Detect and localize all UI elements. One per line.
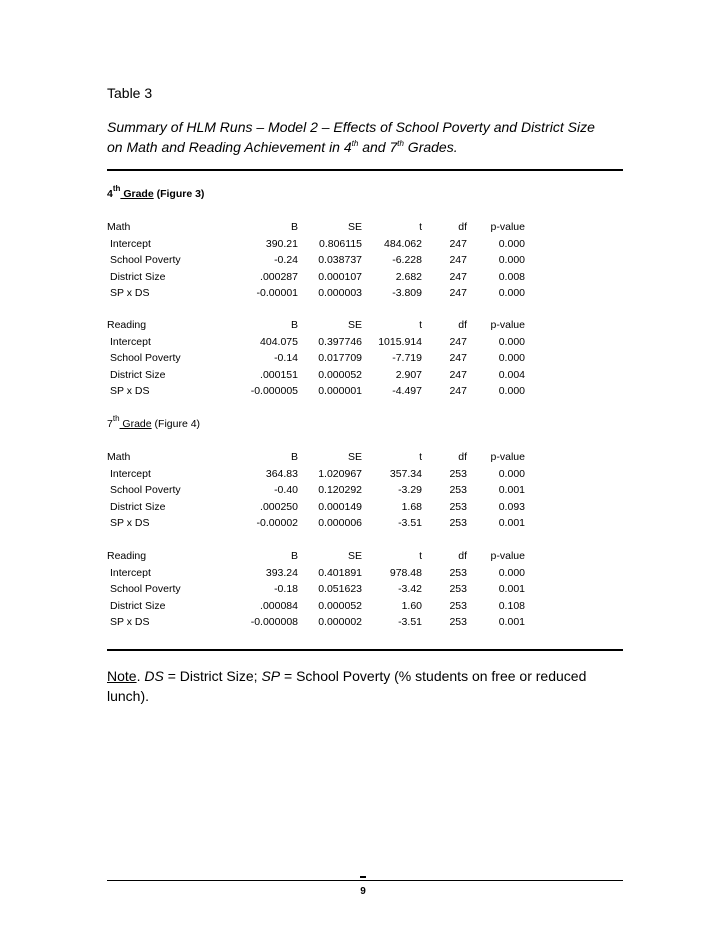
table-cell: 0.397746 (318, 335, 362, 348)
table-cell: 404.075 (260, 335, 298, 348)
table-cell: 1.68 (401, 500, 422, 513)
table-cell: 247 (449, 237, 467, 250)
column-header: df (458, 319, 467, 331)
column-header: B (290, 451, 298, 463)
table-row (107, 616, 527, 633)
grade4-heading (107, 184, 205, 200)
row-label: Intercept (110, 467, 151, 480)
column-header: p-value (490, 550, 525, 562)
table-cell: -3.51 (398, 517, 422, 530)
table-cell: 0.000 (498, 467, 525, 480)
table-cell: 0.001 (498, 616, 525, 629)
table-cell: 1.020967 (318, 467, 362, 480)
caption-sup1: th (351, 139, 359, 148)
column-header: SE (347, 451, 362, 463)
page-mark (360, 876, 366, 878)
caption-line2b: and 7 (358, 139, 398, 155)
table-cell: 0.000 (498, 237, 525, 250)
table-cell: 253 (449, 500, 467, 513)
block-title: Math (107, 451, 131, 463)
table-row (107, 484, 527, 501)
block-title: Reading (107, 550, 147, 562)
table-cell: 0.001 (498, 484, 525, 497)
table-bottom-rule (107, 649, 623, 651)
row-label: SP x DS (110, 517, 150, 530)
table-cell: -0.14 (274, 352, 298, 365)
table-cell: 0.008 (498, 270, 525, 283)
table-cell: 253 (449, 566, 467, 579)
column-header: df (458, 451, 467, 463)
row-label: SP x DS (110, 616, 150, 629)
table-cell: 393.24 (265, 566, 298, 579)
column-header: SE (347, 319, 362, 331)
table-cell: -0.24 (274, 254, 298, 267)
footer-rule (107, 880, 623, 881)
column-header: t (419, 550, 422, 562)
table-top-rule (107, 169, 623, 171)
table-cell: 1015.914 (378, 335, 422, 348)
table-cell: 0.000052 (318, 368, 362, 381)
table-cell: 253 (449, 599, 467, 612)
column-header: df (458, 221, 467, 233)
grade4-sup: th (112, 184, 121, 193)
table-row (107, 271, 527, 288)
table-cell: 0.000052 (318, 599, 362, 612)
column-header: B (290, 550, 298, 562)
grade4-figure: (Figure 3) (153, 188, 205, 200)
table-row (107, 517, 527, 534)
table-row (107, 468, 527, 485)
table-cell: 253 (449, 517, 467, 530)
table-cell: 0.004 (498, 368, 525, 381)
table-cell: 0.000001 (318, 385, 362, 398)
table-cell: -0.000008 (250, 616, 298, 629)
table-row (107, 352, 527, 369)
ds-abbr: DS (144, 668, 164, 684)
row-label: School Poverty (110, 352, 181, 365)
column-header: p-value (490, 319, 525, 331)
table-cell: 247 (449, 270, 467, 283)
table-cell: 253 (449, 583, 467, 596)
table-cell: 0.051623 (318, 583, 362, 596)
table-cell: 0.000 (498, 254, 525, 267)
row-label: School Poverty (110, 484, 181, 497)
table-cell: 0.017709 (318, 352, 362, 365)
column-header: p-value (490, 221, 525, 233)
row-label: District Size (110, 599, 166, 612)
table-cell: 0.000 (498, 385, 525, 398)
row-label: School Poverty (110, 583, 181, 596)
row-label: Intercept (110, 237, 151, 250)
table-cell: 978.48 (389, 566, 422, 579)
block-title: Reading (107, 319, 147, 331)
page-number: 9 (360, 886, 366, 897)
row-label: SP x DS (110, 287, 150, 300)
column-header: df (458, 550, 467, 562)
caption-sup2: th (397, 139, 404, 148)
table-row (107, 600, 527, 617)
table-cell: -3.809 (392, 287, 422, 300)
table-cell: .000250 (260, 500, 298, 513)
note-sep: . (136, 668, 145, 684)
table-cell: -0.000005 (250, 385, 298, 398)
column-header: B (290, 221, 298, 233)
table-row (107, 287, 527, 304)
table-cell: 0.093 (498, 500, 525, 513)
table-cell: -0.18 (274, 583, 298, 596)
row-label: Intercept (110, 566, 151, 579)
column-header: p-value (490, 451, 525, 463)
table-cell: 2.907 (395, 368, 422, 381)
g4-reading-block (107, 319, 527, 402)
table-cell: 0.000 (498, 287, 525, 300)
table-cell: 0.000003 (318, 287, 362, 300)
table-cell: 0.108 (498, 599, 525, 612)
table-cell: 0.000149 (318, 500, 362, 513)
column-header: SE (347, 550, 362, 562)
caption-line2a: on Math and Reading Achievement in 4 (107, 139, 352, 155)
table-cell: 0.120292 (318, 484, 362, 497)
table-cell: -3.42 (398, 583, 422, 596)
column-header: SE (347, 221, 362, 233)
column-header: t (419, 221, 422, 233)
table-cell: 0.401891 (318, 566, 362, 579)
column-header: t (419, 319, 422, 331)
table-row (107, 385, 527, 402)
grade4-word: Grade (120, 188, 154, 200)
table-cell: 247 (449, 335, 467, 348)
sp-text: = School Poverty (% students on free or reduced lunch). (107, 668, 587, 704)
table-cell: -3.29 (398, 484, 422, 497)
table-cell: 247 (449, 385, 467, 398)
table-cell: -0.00001 (256, 287, 298, 300)
table-cell: -0.00002 (256, 517, 298, 530)
table-cell: 247 (449, 368, 467, 381)
table-cell: -3.51 (398, 616, 422, 629)
table-cell: .000287 (260, 270, 298, 283)
table-row (107, 254, 527, 271)
table-cell: -4.497 (392, 385, 422, 398)
g4-math-block (107, 221, 527, 304)
table-cell: -7.719 (392, 352, 422, 365)
table-row (107, 583, 527, 600)
grade7-heading (107, 414, 201, 430)
column-header: t (419, 451, 422, 463)
caption-line1: Summary of HLM Runs – Model 2 – Effects of School Poverty and District Size (107, 119, 595, 135)
table-cell: 253 (449, 484, 467, 497)
grade7-word: Grade (119, 418, 152, 430)
row-label: District Size (110, 270, 166, 283)
table-cell: 364.83 (265, 467, 298, 480)
table-cell: 0.000 (498, 566, 525, 579)
table-row (107, 369, 527, 386)
table-caption (107, 117, 627, 157)
row-label: School Poverty (110, 254, 181, 267)
table-cell: 0.001 (498, 517, 525, 530)
row-label: District Size (110, 368, 166, 381)
table-header-row (107, 550, 527, 567)
table-cell: 253 (449, 467, 467, 480)
table-cell: 247 (449, 287, 467, 300)
table-cell: 1.60 (401, 599, 422, 612)
table-cell: .000084 (260, 599, 298, 612)
table-cell: 247 (449, 254, 467, 267)
table-header-row (107, 319, 527, 336)
table-row (107, 501, 527, 518)
g7-math-block (107, 451, 527, 534)
table-cell: 0.806115 (318, 237, 362, 250)
table-header-row (107, 451, 527, 468)
table-row (107, 336, 527, 353)
note-label: Note (107, 668, 137, 684)
grade7-sup: th (112, 414, 120, 423)
table-cell: 253 (449, 616, 467, 629)
table-header-row (107, 221, 527, 238)
sp-abbr: SP (261, 668, 281, 684)
row-label: SP x DS (110, 385, 150, 398)
g7-reading-block (107, 550, 527, 633)
table-label: Table 3 (107, 85, 153, 101)
table-cell: 0.038737 (318, 254, 362, 267)
row-label: District Size (110, 500, 166, 513)
grade7-num: 7 (107, 418, 113, 430)
row-label: Intercept (110, 335, 151, 348)
table-cell: 0.000002 (318, 616, 362, 629)
table-cell: 0.000 (498, 352, 525, 365)
table-cell: 0.001 (498, 583, 525, 596)
table-cell: 390.21 (265, 237, 298, 250)
table-cell: -0.40 (274, 484, 298, 497)
table-cell: 0.000107 (318, 270, 362, 283)
table-cell: 247 (449, 352, 467, 365)
table-cell: -6.228 (392, 254, 422, 267)
table-row (107, 567, 527, 584)
grade7-figure: (Figure 4) (151, 418, 201, 430)
table-cell: 2.682 (395, 270, 422, 283)
column-header: B (290, 319, 298, 331)
table-cell: 0.000 (498, 335, 525, 348)
table-note (107, 666, 617, 706)
table-row (107, 238, 527, 255)
table-cell: 357.34 (389, 467, 422, 480)
table-cell: 484.062 (384, 237, 422, 250)
grade4-num: 4 (107, 188, 113, 200)
ds-text: = District Size; (163, 668, 262, 684)
table-cell: .000151 (260, 368, 298, 381)
block-title: Math (107, 221, 131, 233)
caption-line2c: Grades. (403, 139, 458, 155)
table-cell: 0.000006 (318, 517, 362, 530)
